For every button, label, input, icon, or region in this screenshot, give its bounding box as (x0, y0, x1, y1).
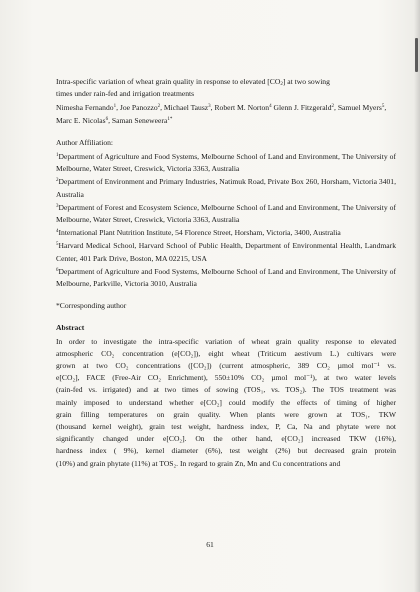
author-affiliation-marker: 5 (381, 104, 385, 110)
abstract-line: hardness index ( 9%), kernel diameter (6%), test weight (2%) but decreased grain protein (56, 446, 396, 456)
affiliation-text: Department of Agriculture and Food Systems, Melbourne School of Land and Environment, The University of Melbourne, Water Street, Creswick, Victoria 3363, Australia (56, 152, 396, 174)
title-line2: times under rain-fed and irrigation treatments (56, 89, 195, 99)
author-affiliation-marker: 2 (157, 104, 161, 110)
affiliation-item (56, 176, 396, 200)
title-line1-end: ] at two sowing (282, 77, 330, 86)
author-list: Nimesha Fernando$^1$, Joe Panozzo$^2$, Michael Tausz$^3$, Robert M. Norton$^4$ Glenn J. Fitzgerald$^2$, Samuel Myers$^5$, Marc E. Nicolas$^6$, Saman Seneweera$^{1*}$ (56, 103, 387, 125)
affiliation-marker: 6 (56, 267, 59, 273)
abstract-line: mainly imposed to understand whether e[CO₂] could modify the effects of timing of higher (56, 397, 396, 407)
title-line1: Intra-specific variation of wheat grain quality in response to elevated [CO (56, 77, 281, 86)
affiliation-item (56, 266, 396, 290)
affiliation-marker: 5 (56, 242, 59, 248)
author-name: Joe Panozzo (119, 103, 158, 113)
affiliation-text: International Plant Nutrition Institute, 54 Florence Street, Horsham, Victoria, 3400, Australia (58, 228, 341, 238)
abstract-line: (thousand kernel weight), grain test weight, hardness index, P, Ca, Na and phytate were not (56, 422, 396, 432)
abstract-line: e[CO₂], FACE (Free-Air CO₂ Enrichment), 550±10% CO₂ µmol mol⁻¹), at two water levels (56, 373, 396, 383)
author-affiliation-marker: 2 (331, 104, 335, 110)
affiliation-text: Department of Agriculture and Food Systems, Melbourne School of Land and Environment, The University of Melbourne, Parkville, Victoria 3010, Australia (56, 266, 396, 289)
paper-content (56, 76, 396, 470)
affiliation-text: Harvard Medical School, Harvard School of Public Health, Department of Environmental Health, Landmark Center, 401 Park Drive, Boston, MA 02215, USA (56, 241, 396, 263)
corresponding-author: *Corresponding author (56, 301, 127, 311)
page-number: 61 (206, 540, 214, 549)
title-subscript: 2 (280, 82, 283, 87)
affiliation-marker: 2 (56, 178, 59, 184)
paper-title (56, 76, 396, 100)
author-affiliation-marker: 4 (269, 104, 272, 110)
abstract-heading: Abstract (56, 323, 85, 333)
author-name: Glenn J. Fitzgerald (273, 103, 332, 113)
author-name: Samuel Myers (337, 103, 382, 113)
abstract-line: grown at two CO₂ concentrations ([CO₂]) (current atmospheric, 389 CO₂ µmol mol⁻¹ vs. (56, 361, 396, 371)
abstract-body (56, 336, 396, 470)
affiliation-marker: 4 (56, 229, 59, 235)
affiliation-item (56, 240, 396, 264)
abstract-line: atmospheric CO₂ concentration (e[CO₂]), eight wheat (Triticum aestivum L.) cultivars were (56, 348, 396, 358)
author-name: Robert M. Norton (214, 103, 270, 113)
affiliation-list (56, 151, 396, 290)
author-affiliation-marker: 1 (113, 104, 117, 110)
author-name: Marc E. Nicolas (56, 115, 106, 125)
author-name: Nimesha Fernando (56, 103, 114, 113)
affiliation-item (56, 227, 396, 239)
affiliation-text: Department of Environment and Primary Industries, Natimuk Road, Private Box 260, Horsham, Victoria 3401, Australia (56, 177, 396, 199)
abstract-line: (rain-fed vs. irrigated) and at two times of sowing (TOS₁, vs. TOS₂). The TOS treatment was (56, 385, 396, 395)
abstract-line: In order to investigate the intra-specific variation of wheat grain quality response to elevated (56, 336, 396, 346)
abstract-line: significantly changed under e[CO₂]. On the other hand, e[CO₂] increased TKW (16%), (56, 434, 396, 444)
affiliation-marker: 1 (56, 153, 59, 159)
author-name: Michael Tausz (163, 103, 209, 113)
affiliation-text: Department of Forest and Ecosystem Science, Melbourne School of Land and Environment, The University of Melbourne, Water Street, Creswick, Victoria 3363, Australia (56, 202, 396, 225)
binding-mark (415, 38, 418, 72)
abstract-line: (10%) and grain phytate (11%) at TOS₂. In regard to grain Zn, Mn and Cu concentrations and (56, 458, 341, 468)
author-name: Saman Seneweera (111, 115, 168, 125)
affiliation-item (56, 151, 396, 175)
affiliation-marker: 3 (56, 203, 59, 209)
affiliation-item (56, 202, 396, 226)
affiliation-label: Author Affiliation: (56, 137, 114, 147)
abstract-line: grain filling temperatures on grain quality. When plants were grown at TOS₁, TKW (56, 409, 396, 419)
page-edge-shadow (414, 0, 420, 592)
author-affiliation-marker: 1* (167, 116, 173, 122)
author-affiliation-marker: 3 (208, 104, 211, 110)
author-affiliation-marker: 6 (105, 116, 109, 122)
